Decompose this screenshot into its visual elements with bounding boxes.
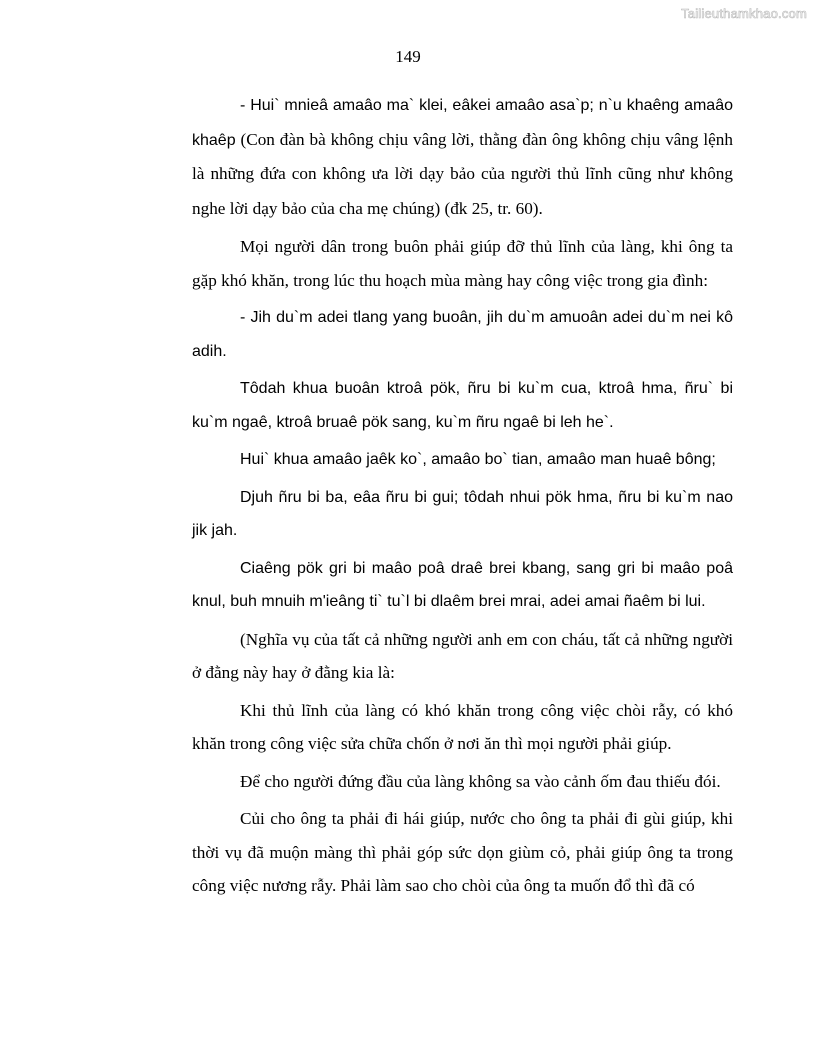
paragraph-ede-quote-5: Djuh ñru bi ba, eâa ñru bi gui; tôdah nhui pök hma, ñru bi ku`m nao jik jah. [192,488,733,539]
paragraph-ede-quote-3: Tôdah khua buoân ktroâ pök, ñru bi ku`m cua, ktroâ hma, ñru` bi ku`m ngaê, ktroâ bruaê pök sang, ku`m ñru ngaê bi leh he`. [192,380,733,431]
document-body [192,89,733,907]
page-number: 149 [395,47,421,66]
ede-text: - Hui` mnieâ amaâo ma` klei, eâkei amaâo asa`p; n`u khaêng amaâo khaêp [192,97,733,149]
paragraph-2: Mọi người dân trong buôn phải giúp đỡ thủ lĩnh của làng, khi ông ta gặp khó khăn, trong lúc thu hoạch mùa màng hay công việc trong gia đình: [192,237,733,290]
vietnamese-translation: (Con đàn bà không chịu vâng lời, thằng đàn ông không chịu vâng lệnh là những đứa con không ưa lời dạy bảo của người thủ lĩnh cũng như không nghe lời dạy bảo của cha mẹ chúng) (đk 25, tr. 60). [192,129,733,218]
paragraph-ede-quote-6: Ciaêng pök gri bi maâo poâ draê brei kbang, sang gri bi maâo poâ knul, buh mnuih m'ieâng ti` tu`l bi dlaêm brei mrai, adei amai ñaêm bi lui. [192,559,733,610]
paragraph-translation-1: (Nghĩa vụ của tất cả những người anh em con cháu, tất cả những người ở đằng này hay ở đằng kia là: [192,629,733,682]
paragraph-translation-2: Khi thủ lĩnh của làng có khó khăn trong công việc chòi rẫy, có khó khăn trong công việc sửa chữa chốn ở nơi ăn thì mọi người phải giúp. [192,700,733,753]
paragraph-ede-quote-4: Hui` khua amaâo jaêk ko`, amaâo bo` tian, amaâo man huaê bông; [240,451,716,468]
paragraph-ede-quote-1 [192,89,733,226]
paragraph-translation-4: Củi cho ông ta phải đi hái giúp, nước cho ông ta phải đi gùi giúp, khi thời vụ đã muộn màng thì phải góp sức dọn giùm cỏ, phải giúp ông ta trong công việc nương rẫy. Phải làm sao cho chòi của ông ta muốn đổ thì đã có [192,809,733,895]
watermark: Tailieuthamkhao.com [681,6,807,21]
paragraph-translation-3: Để cho người đứng đầu của làng không sa vào cảnh ốm đau thiếu đói. [240,771,721,791]
paragraph-ede-quote-2: - Jih du`m adei tlang yang buoân, jih du`m amuoân adei du`m nei kô adih. [192,309,733,360]
